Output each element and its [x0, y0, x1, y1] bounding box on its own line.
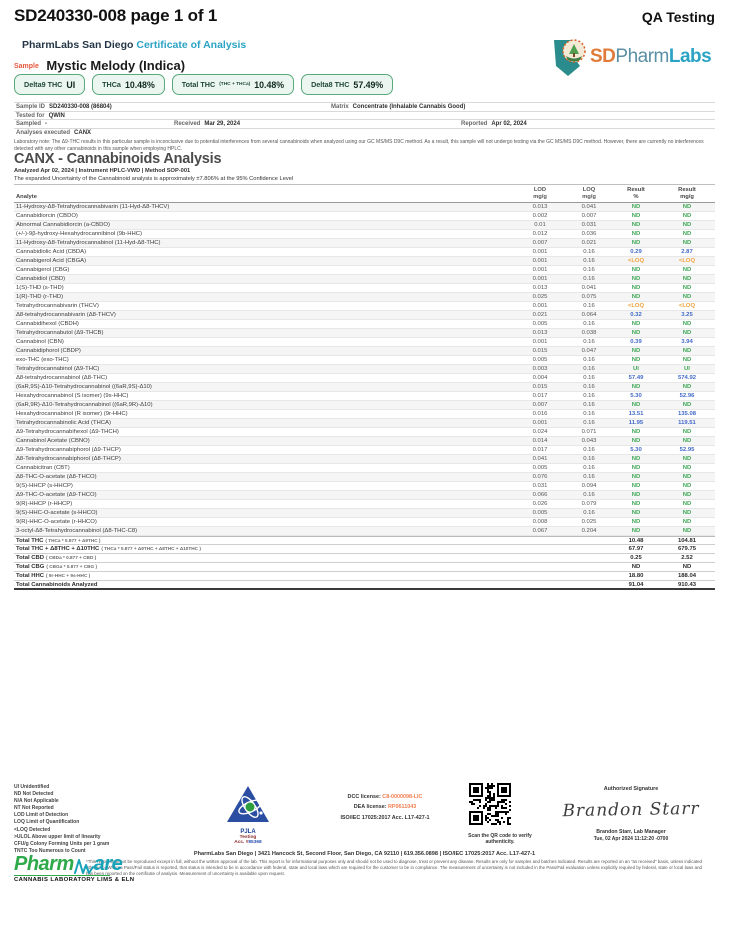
legend-item: ND Not Detected [14, 791, 54, 798]
lab-name: PharmLabs San Diego [22, 39, 134, 51]
table-row: Cannabinol (CBN) 0.001 0.16 0.39 3.94 [14, 338, 715, 347]
lab-title-line [22, 39, 246, 51]
table-row: Tetrahydrocannabivarin (THCV) 0.001 0.16 <LOQ <LOQ [14, 302, 715, 311]
analyte-rows [14, 203, 715, 536]
table-row: (+/-)-9β-hydroxy-Hexahydrocannibinol (9b-HHC) 0.012 0.036 ND ND [14, 230, 715, 239]
matrix-value: Concentrate (Inhalable Cannabis Good) [352, 104, 466, 110]
pharmware-tagline: CANNABIS LABORATORY LIMS & ELN [14, 877, 135, 883]
tested-for-value: QWIN [48, 112, 65, 119]
table-row: Tetrahydrocannabinolic Acid (THCA) 0.001 0.16 11.95 119.51 [14, 419, 715, 428]
table-row: Abnormal Cannabidiorcin (a-CBDO) 0.01 0.031 ND ND [14, 221, 715, 230]
table-row: Δ8-THC-O-acetate (Δ8-THCO) 0.076 0.16 ND ND [14, 473, 715, 482]
column-header: Analyte [16, 193, 37, 200]
table-row: Cannabidiolic Acid (CBDA) 0.001 0.16 0.29 2.87 [14, 248, 715, 257]
license-line: DCC license: C8-0000098-LIC [347, 794, 423, 800]
pjla-name: PJLA [240, 829, 256, 835]
sample-id-label: Sample ID [16, 104, 46, 110]
doc-type-label: Certificate of Analysis [136, 39, 247, 51]
legend-item: CFU/g Colony Forming Units per 1 gram [14, 840, 110, 847]
table-row: Tetrahydrocannabinol (Δ9-THC) 0.003 0.16 UI UI [14, 365, 715, 374]
authorized-signature-label: Authorized Signature [603, 786, 659, 792]
table-row: Cannabidiorcin (CBDO) 0.002 0.007 ND ND [14, 212, 715, 221]
table-row: Cannabidiphorol (CBDP) 0.015 0.047 ND ND [14, 347, 715, 356]
sampled-value: - [45, 121, 48, 127]
pjla-acc-number: Acc. #85368 [234, 840, 262, 845]
table-row: (6aR,9R)-Δ10-Tetrahydrocannabinol ((6aR,9R)-Δ10) 0.007 0.16 ND ND [14, 401, 715, 410]
total-row: Total THC ( THCa * 0.877 + Δ9THC ) 10.48 104.81 [14, 536, 715, 545]
brand-labs: Labs [668, 46, 712, 67]
table-row: Cannabicitran (CBT) 0.005 0.16 ND ND [14, 464, 715, 473]
column-header: Result % [627, 187, 645, 200]
pjla-accreditation [208, 785, 288, 845]
sample-label: Sample [14, 63, 39, 70]
abbreviation-legend [14, 784, 109, 855]
cannabinoids-table [14, 184, 715, 590]
analysis-title: CANX - Cannabinoids Analysis [14, 151, 222, 167]
total-row: Total CBD ( CBDa * 0.877 + CBD ) 0.25 2.52 [14, 554, 715, 563]
total-row: Total THC + Δ8THC + Δ10THC ( THCa * 0.877 + Δ9THC + Δ8THC + Δ10THC ) 67.97 679.75 [14, 545, 715, 554]
column-header: LOQ mg/g [582, 187, 596, 200]
table-row: Δ9-Tetrahydrocannabihexol (Δ9-THCH) 0.024 0.071 ND ND [14, 428, 715, 437]
legend-item: <LOQ Detected [14, 826, 51, 833]
signer-name: Brandon Starr, Lab Manager [596, 829, 666, 835]
table-row: 11-Hydroxy-Δ8-Tetrahydrocannabivarin (11-Hyd-Δ8-THCV) 0.013 0.041 ND ND [14, 203, 715, 212]
column-header: LOD mg/g [533, 187, 547, 200]
reported-label: Reported [461, 121, 488, 127]
table-row: Hexahydrocannabinol (R isomer) (9r-HHC) 0.016 0.16 13.51 135.08 [14, 410, 715, 419]
table-row: 9(S)-HHCP (s-HHCP) 0.031 0.094 ND ND [14, 482, 715, 491]
totals-rows [14, 536, 715, 590]
license-block [310, 792, 460, 823]
table-row: Cannabidiol (CBD) 0.001 0.16 ND ND [14, 275, 715, 284]
table-row: 1(R)-THD (r-THD) 0.025 0.075 ND ND [14, 293, 715, 302]
info-row-analyses [14, 128, 715, 137]
sdpharmlabs-wordmark [590, 46, 711, 68]
cannabinoid-badges [14, 74, 393, 95]
qr-caption: Scan the QR code to verify authenticity. [468, 833, 532, 845]
table-row: Cannabigerol Acid (CBGA) 0.001 0.16 <LOQ <LOQ [14, 257, 715, 266]
table-row: Cannabigerol (CBG) 0.001 0.16 ND ND [14, 266, 715, 275]
received-label: Received [174, 121, 201, 127]
pharmware-waveform-icon [74, 858, 94, 876]
table-row: exo-THC (exo-THC) 0.005 0.16 ND ND [14, 356, 715, 365]
pjla-sub: Testing [239, 835, 257, 840]
total-row: Total CBG ( CBGa * 0.877 + CBG ) ND ND [14, 563, 715, 572]
analysis-meta: Analyzed Apr 02, 2024 | Instrument HPLC-VWD | Method SOP-001 [14, 168, 191, 174]
result-badge: THCa 10.48% [92, 74, 165, 95]
signature-block [545, 786, 717, 842]
reported-value: Apr 02, 2024 [491, 121, 527, 127]
table-row: 3-octyl-Δ8-Tetrahydrocannabinol (Δ8-THC-C8) 0.067 0.204 ND ND [14, 527, 715, 536]
legend-item: UI Unidentified [14, 784, 50, 790]
pharmware-logo [14, 853, 135, 883]
tested-for-label: Tested for [16, 112, 45, 119]
laboratory-note: Laboratory note: The Δ9-THC results in this particular sample is inconclusive due to potential interferences from several cannabinoids when analyzed using our GC MS/MS D9C method. As a result, this sample will not undergo testing via the GC MS/MS D9C method. However, there are currently no interferences detected with any other cannabinoids in this sample when employing HPLC. [14, 139, 704, 152]
table-row: 1(S)-THD (s-THD) 0.013 0.041 ND ND [14, 284, 715, 293]
received-value: Mar 29, 2024 [204, 121, 241, 127]
table-row: Δ8-Tetrahydrocannabiphorol (Δ8-THCP) 0.041 0.16 ND ND [14, 455, 715, 464]
legend-item: LOD Limit of Detection [14, 812, 69, 819]
sample-line [14, 57, 185, 75]
analyses-label: Analyses executed [16, 129, 71, 136]
info-row-sample-id [14, 102, 715, 111]
pjla-logo-icon [226, 785, 270, 823]
brand-sd: SD [590, 46, 616, 67]
total-row: Total Cannabinoids Analyzed 91.04 910.43 [14, 581, 715, 590]
table-row: 9(S)-HHC-O-acetate (s-HHCO) 0.005 0.16 ND ND [14, 509, 715, 518]
table-row: Δ9-THC-O-acetate (Δ9-THCO) 0.066 0.16 ND ND [14, 491, 715, 500]
sample-name: Mystic Melody (Indica) [46, 58, 186, 73]
signature-date: Tue, 02 Apr 2024 11:12:20 -0700 [593, 836, 669, 842]
table-row: 9(R)-HHCP (r-HHCP) 0.026 0.079 ND ND [14, 500, 715, 509]
sdpharmlabs-emblem-icon [550, 36, 590, 78]
pharmware-pharm: Pharm [14, 853, 74, 875]
table-row: Δ8-tetrahydrocannabivarin (Δ8-THCV) 0.021 0.064 0.32 3.25 [14, 311, 715, 320]
qr-code-icon [469, 783, 511, 825]
matrix-label: Matrix [331, 104, 349, 110]
result-badge: Delta8 THC 57.49% [301, 74, 393, 95]
table-row: 9(R)-HHC-O-acetate (r-HHCO) 0.008 0.025 ND ND [14, 518, 715, 527]
sample-info-table [14, 102, 715, 136]
info-row-dates [14, 119, 715, 128]
pharmware-are: are [93, 853, 123, 875]
legend-item: N/A Not Applicable [14, 798, 59, 805]
analysis-uncertainty: The expanded Uncertainty of the Cannabinoid analysis is approximately ±7.806% at the 95% Confidence Level [14, 176, 294, 182]
signature-script: Brandon Starr [562, 798, 700, 822]
report-disclaimer: *This report shall not be reproduced except in full, without the written approval of the lab. This report is for informational purposes only and should not be used to diagnose, treat or prevent any disease. Results are only for samples and batches indicated. Results are reported on an "as received" basis, unless indicated otherwise. When a Pass/Fail status is reported, that status is intended to be in accordance with federal, state and local laws which are required for the customer to be in compliance. The measurement of uncertainty is not included in the Pass/Fail evaluation unless explicitly required by federal, state or local laws and has been reported on the certificate of analysis. Measurement of uncertainty is available upon request. [86, 859, 702, 876]
legend-item: >ULOL Above upper limit of linearity [14, 833, 101, 840]
result-badge: Total THC (THC + THCa) 10.48% [172, 74, 294, 95]
qa-testing-label: QA Testing [641, 9, 715, 25]
table-row: (6aR,9S)-Δ10-Tetrahydrocannabinol ((6aR,9S)-Δ10) 0.015 0.16 ND ND [14, 383, 715, 392]
legend-item: TNTC Too Numerous to Count [14, 847, 86, 854]
table-row: 11-Hydroxy-Δ8-Tetrahydrocannabinol (11-Hyd-Δ8-THC) 0.007 0.021 ND ND [14, 239, 715, 248]
page-title: SD240330-008 page 1 of 1 [14, 6, 218, 25]
result-badge: Delta9 THC UI [14, 74, 85, 95]
license-line: ISO/IEC 17025:2017 Acc. L17-427-1 [340, 814, 430, 821]
lab-address: PharmLabs San Diego | 3421 Hancock St, Second Floor, San Diego, CA 92110 | 619.356.0898 | ISO/IEC 17025:2017 Acc. L17-427-1 [193, 851, 536, 857]
info-row-tested-for [14, 111, 715, 120]
sampled-label: Sampled [16, 121, 42, 127]
brand-pharm: Pharm [615, 46, 669, 67]
total-row: Total HHC ( 9r-HHC + 9s-HHC ) 18.80 188.04 [14, 572, 715, 581]
table-row: Δ8-tetrahydrocannabinol (Δ8-THC) 0.004 0.16 57.49 574.92 [14, 374, 715, 383]
legend-item: LOQ Limit of Quantification [14, 819, 80, 826]
analyses-value: CANX [74, 129, 92, 136]
table-row: Hexahydrocannabinol (S isomer) (9s-HHC) 0.017 0.16 5.30 52.96 [14, 392, 715, 401]
table-row: Tetrahydrocannabutol (Δ9-THCB) 0.013 0.038 ND ND [14, 329, 715, 338]
table-header [14, 185, 715, 203]
table-row: Cannabidihexol (CBDH) 0.005 0.16 ND ND [14, 320, 715, 329]
license-line: DEA license: RP0611043 [353, 804, 417, 811]
column-header: Result mg/g [678, 187, 696, 200]
table-row: Δ9-Tetrahydrocannabiphorol (Δ9-THCP) 0.017 0.16 5.30 52.95 [14, 446, 715, 455]
legend-item: NT Not Reported [14, 805, 54, 812]
table-row: Cannabinol Acetate (CBNO) 0.014 0.043 ND ND [14, 437, 715, 446]
sdpharmlabs-logo [550, 36, 711, 78]
sample-id-value: SD240330-008 (86804) [49, 104, 112, 110]
